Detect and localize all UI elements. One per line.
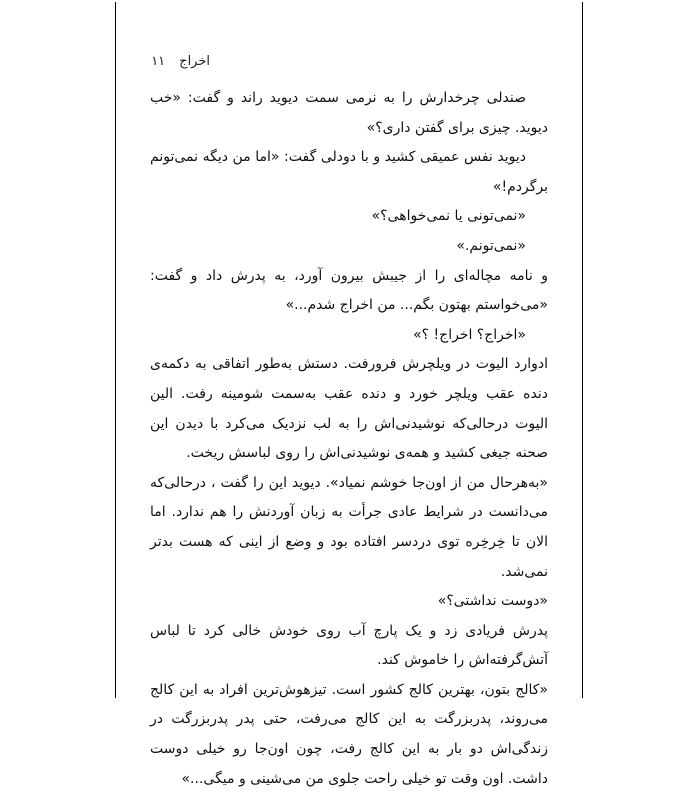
page-number: ۱۱ bbox=[151, 53, 166, 69]
paragraph: «نمی‌تونی یا نمی‌خواهی؟» bbox=[371, 208, 526, 225]
paragraph: «کالج بتون، بهترین کالج کشور است. تیزهوش‌ترین افراد به این کالج می‌روند، پدربزرگت به این کالج می‌رفت، حتی پدر پدربزرگت در زندگی‌اش دو بار به این کالج رفت، چون اون‌جا رو خیلی دوست داشت. اون وقت تو خیلی راحت جلوی من می‌شینی و میگی...» bbox=[150, 681, 548, 787]
paragraph: و نامه مچاله‌ای را از جیبش بیرون آورد، به پدرش داد و گفت: «می‌خواستم بهتون بگم... من اخراج شدم...» bbox=[150, 267, 548, 314]
paragraph: ادوارد الیوت در ویلچرش فرورفت. دستش به‌طور اتفاقی به دکمه‌ی دنده عقب ویلچر خورد و دنده عقب به‌سمت شومینه رفت. الین الیوت درحالی‌که نوشیدنی‌اش را به لب نزدیک می‌کرد با دیدن این صحنه جیغی کشید و همه‌ی نوشیدنی‌اش را روی لباسش ریخت. bbox=[150, 356, 548, 462]
paragraph: «به‌هرحال من از اون‌جا خوشم نمیاد». دیوید این را گفت ، درحالی‌که می‌دانست در شرایط عادی جرأت به زبان آوردنش را هم ندارد. اما الان تا خِرخِره توی دردسر افتاده بود و وضع از اینی که هست بدتر نمی‌شد. bbox=[150, 474, 548, 580]
chapter-title: اخراج bbox=[179, 53, 210, 69]
paragraph: «دوست نداشتی؟» bbox=[437, 593, 548, 610]
body-text bbox=[150, 84, 548, 794]
page-header bbox=[150, 50, 210, 72]
paragraph: «اخراج؟ اخراج! ؟» bbox=[413, 326, 526, 343]
paragraph: دیوید نفس عمیقی کشید و با دودلی گفت: «اما من دیگه نمی‌تونم برگردم!» bbox=[150, 149, 548, 195]
paragraph: صندلی چرخدارش را به نرمی سمت دیوید راند و گفت: «خب دیوید. چیزی برای گفتن داری؟» bbox=[150, 90, 548, 136]
paragraph: «نمی‌تونم.» bbox=[456, 237, 526, 254]
paragraph: پدرش فریادی زد و یک پارچ آب روی خودش خالی کرد تا لباس آتش‌گرفته‌اش را خاموش کند. bbox=[150, 622, 548, 669]
